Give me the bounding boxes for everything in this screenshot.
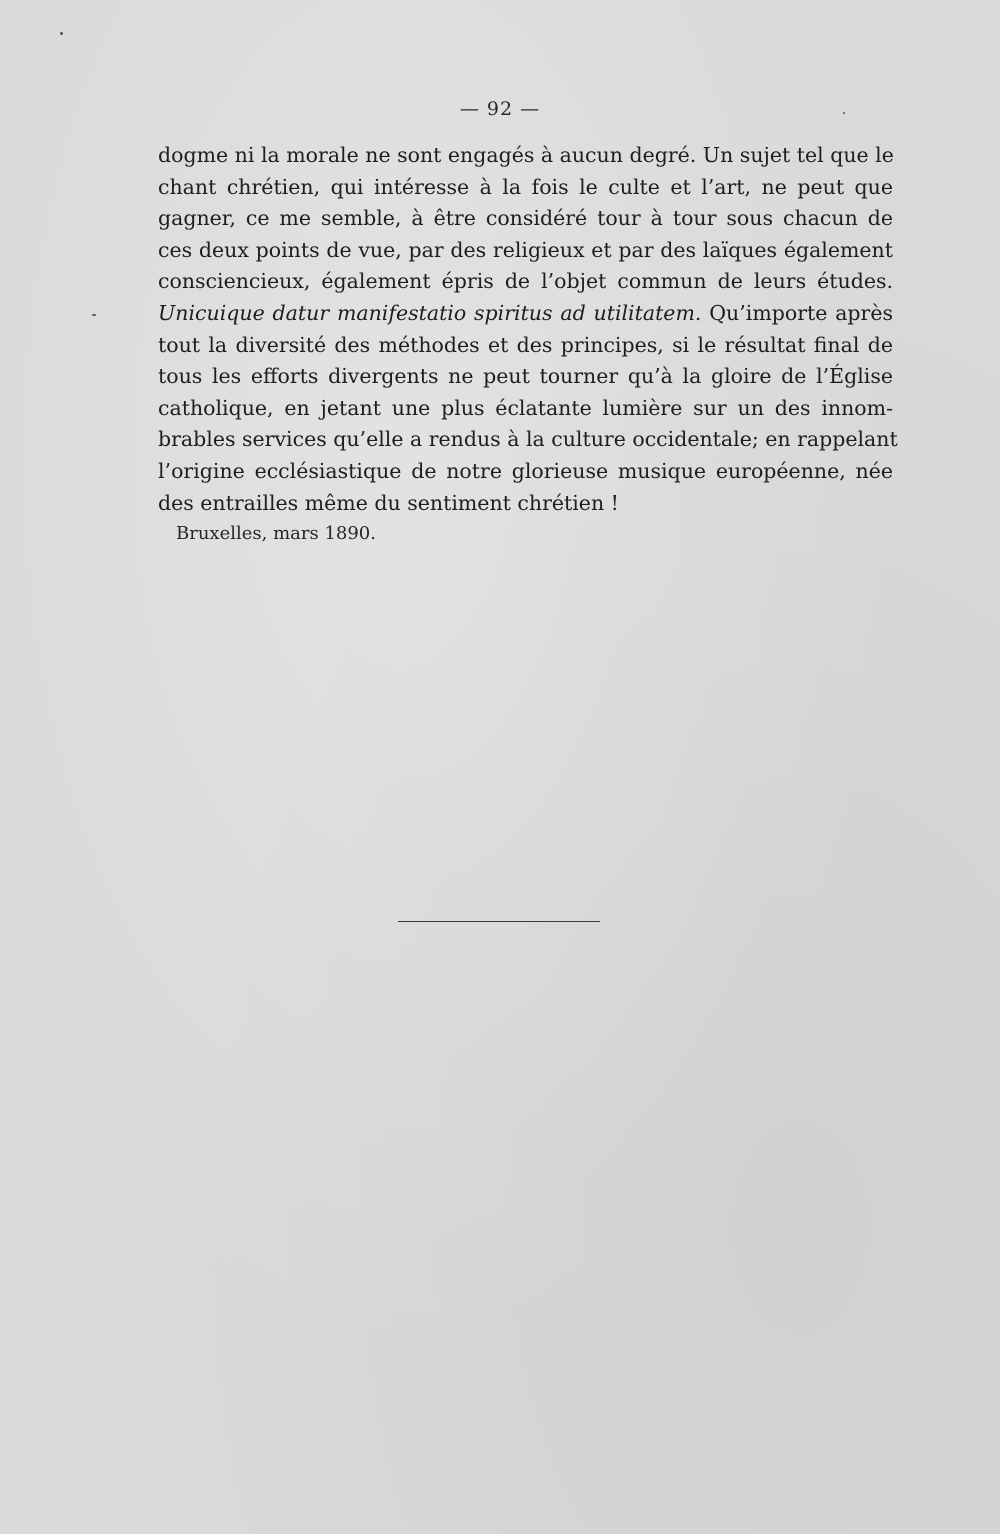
body-text [158, 140, 898, 519]
text-line: consciencieux, également épris de l’objet commun de leurs études. [158, 269, 893, 294]
text-line: catholique, en jetant une plus éclatante lumière sur un des innom- [158, 395, 893, 420]
text-line: ces deux points de vue, par des religieux et par des laïques également [158, 237, 893, 262]
text-line: tous les efforts divergents ne peut tourner qu’à la gloire de l’Église [158, 364, 893, 389]
text-line: brables services qu’elle a rendus à la culture occidentale; en rappelant [158, 427, 898, 452]
text-line: gagner, ce me semble, à être considéré tour à tour sous chacun de [158, 206, 893, 231]
text-line: l’origine ecclésiastique de notre glorieuse musique européenne, née [158, 458, 893, 483]
paper-speck [92, 314, 96, 316]
closing-rule [398, 921, 600, 922]
text-line-latin [158, 298, 893, 330]
text-line: tout la diversité des méthodes et des principes, si le résultat final de [158, 332, 893, 357]
text-line: chant chrétien, qui intéresse à la fois le culte et l’art, ne peut que [158, 174, 893, 199]
dateline: Bruxelles, mars 1890. [176, 523, 376, 544]
paper-speck [60, 32, 63, 35]
paper-speck [843, 112, 845, 114]
page-number: — 92 — [459, 98, 541, 120]
text-fragment: Qu’importe après [709, 300, 893, 325]
text-line: des entrailles même du sentiment chrétien ! [158, 490, 619, 515]
latin-quotation: Unicuique datur manifestatio spiritus ad utilitatem. [158, 300, 702, 325]
text-line: dogme ni la morale ne sont engagés à aucun degré. Un sujet tel que le [158, 143, 894, 167]
